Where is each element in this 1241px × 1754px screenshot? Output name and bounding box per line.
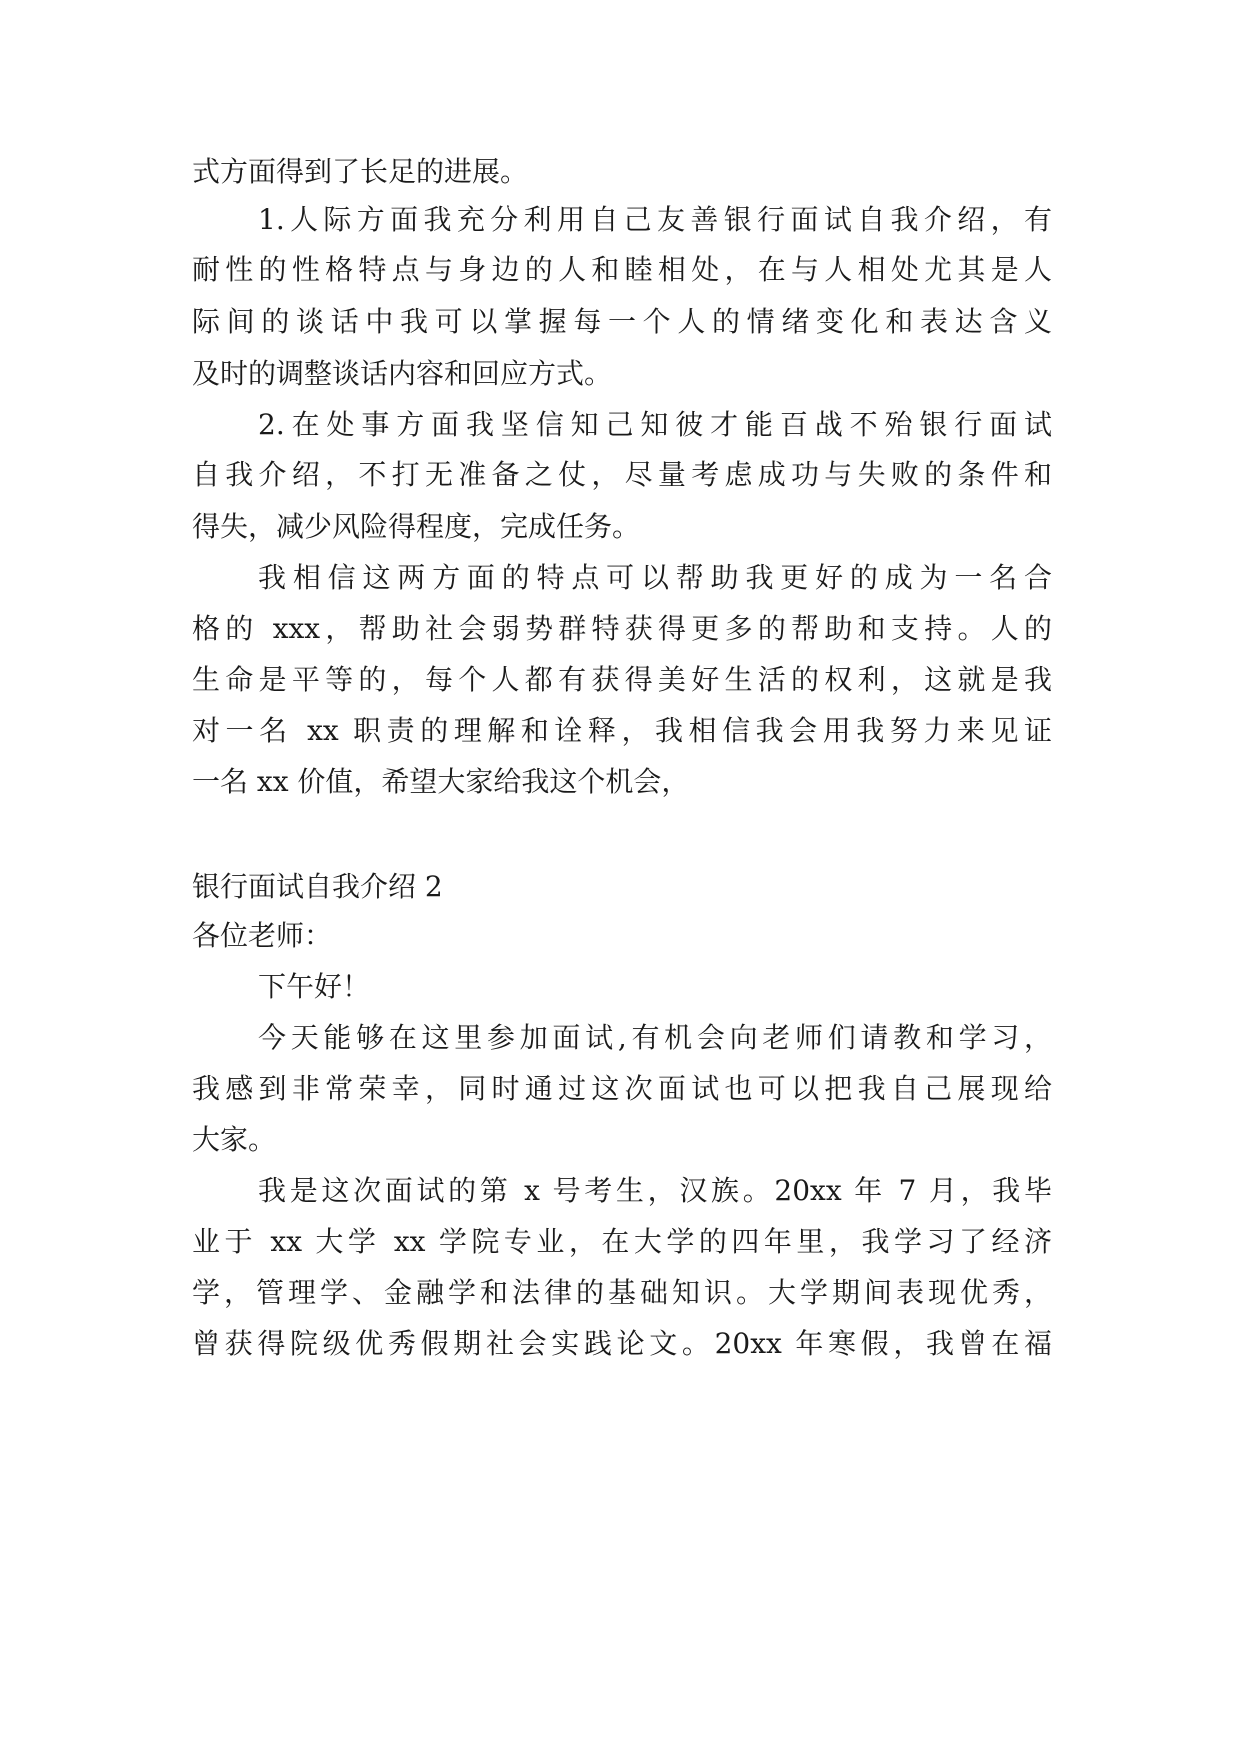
text-line: 一名 xx 价值，希望大家给我这个机会， [192, 765, 690, 798]
text-line: 我相信这两方面的特点可以帮助我更好的成为一名合 [258, 561, 1052, 594]
text-line: 2.在处事方面我坚信知己知彼才能百战不殆银行面试 [258, 408, 1052, 441]
text-line: 业于 xx 大学 xx 学院专业，在大学的四年里，我学习了经济 [192, 1225, 1052, 1258]
text-line: 大家。 [192, 1123, 277, 1156]
text-line: 自我介绍，不打无准备之仗，尽量考虑成功与失败的条件和 [192, 458, 1052, 491]
text-line: 曾获得院级优秀假期社会实践论文。20xx 年寒假，我曾在福 [192, 1327, 1052, 1360]
greeting: 下午好！ [258, 970, 371, 1003]
text-line: 际间的谈话中我可以掌握每一个人的情绪变化和表达含义 [192, 305, 1052, 338]
text-line: 耐性的性格特点与身边的人和睦相处，在与人相处尤其是人 [192, 253, 1052, 286]
text-line: 格的 xxx，帮助社会弱势群特获得更多的帮助和支持。人的 [192, 612, 1052, 645]
text-line: 1.人际方面我充分利用自己友善银行面试自我介绍，有 [258, 203, 1052, 236]
text-line: 式方面得到了长足的进展。 [192, 155, 529, 188]
text-line: 对一名 xx 职责的理解和诠释，我相信我会用我努力来见证 [192, 714, 1052, 747]
text-line: 我是这次面试的第 x 号考生，汉族。20xx 年 7 月，我毕 [258, 1174, 1052, 1207]
text-line: 我感到非常荣幸，同时通过这次面试也可以把我自己展现给 [192, 1072, 1052, 1105]
text-line: 生命是平等的，每个人都有获得美好生活的权利，这就是我 [192, 663, 1052, 696]
text-line: 学，管理学、金融学和法律的基础知识。大学期间表现优秀， [192, 1276, 1052, 1309]
text-line: 及时的调整谈话内容和回应方式。 [192, 357, 613, 390]
salutation: 各位老师： [192, 919, 333, 952]
text-line: 今天能够在这里参加面试,有机会向老师们请教和学习， [258, 1021, 1052, 1054]
section-title: 银行面试自我介绍 2 [192, 870, 443, 903]
text-line: 得失，减少风险得程度，完成任务。 [192, 510, 641, 543]
